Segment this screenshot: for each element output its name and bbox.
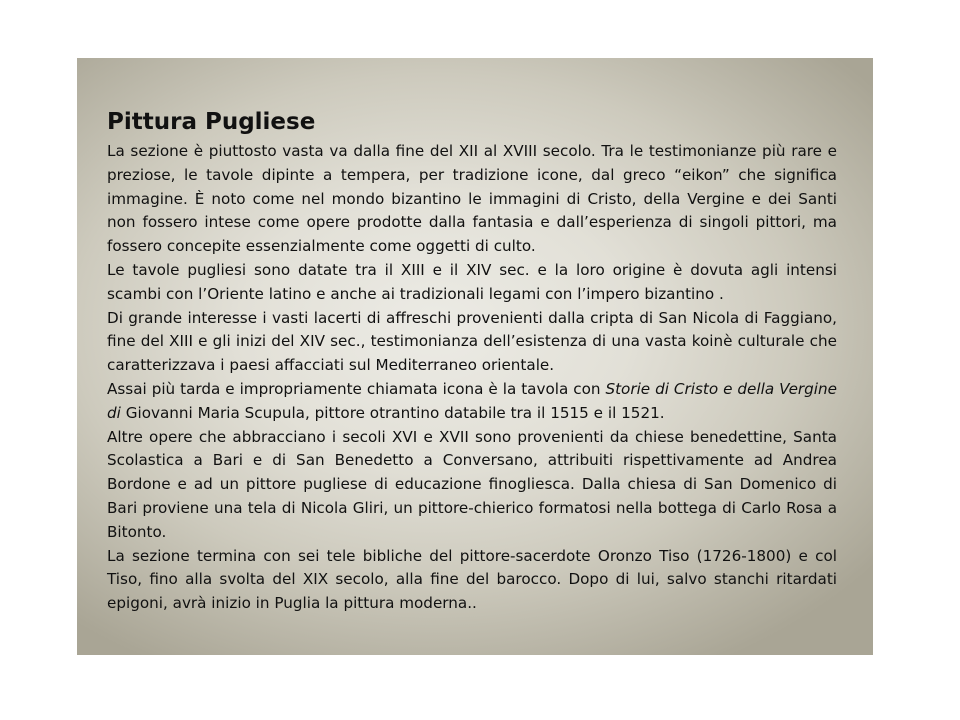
paragraph-4: [107, 378, 837, 426]
text-panel: [77, 58, 873, 655]
paragraph-4-after: Giovanni Maria Scupula, pittore otrantino databile tra il 1515 e il 1521.: [120, 403, 665, 422]
paragraph-1: La sezione è piuttosto vasta va dalla fine del XII al XVIII secolo. Tra le testimonianze più rare e preziose, le tavole dipinte a tempera, per tradizione icone, dal greco “eikon” che significa immagine. È noto come nel mondo bizantino le immagini di Cristo, della Vergine e dei Santi non fossero intese come opere prodotte dalla fantasia e dall’esperienza di singoli pittori, ma fossero concepite essenzialmente come oggetti di culto.: [107, 142, 837, 256]
page-title: Pittura Pugliese: [107, 109, 316, 135]
text-content: [107, 108, 837, 616]
paragraph-5: Altre opere che abbracciano i secoli XVI e XVII sono provenienti da chiese benedettine, Santa Scolastica a Bari e di San Benedetto a Conversano, attribuiti rispettivamente ad Andrea Bordone e ad un pittore pugliese di educazione finogliesca. Dalla chiesa di San Domenico di Bari proviene una tela di Nicola Gliri, un pittore-chierico formatosi nella bottega di Carlo Rosa a Bitonto.: [107, 427, 837, 541]
artwork-title: Storie di Cristo e della Vergine di: [107, 379, 837, 422]
paragraph-2: Le tavole pugliesi sono datate tra il XIII e il XIV sec. e la loro origine è dovuta agli intensi scambi con l’Oriente latino e anche ai tradizionali legami con l’impero bizantino .: [107, 260, 837, 303]
paragraph-3: Di grande interesse i vasti lacerti di affreschi provenienti dalla cripta di San Nicola di Faggiano, fine del XIII e gli inizi del XIV sec., testimonianza dell’esistenza di una vasta koinè culturale che caratterizzava i paesi affacciati sul Mediterraneo orientale.: [107, 308, 837, 375]
paragraph-6: La sezione termina con sei tele bibliche del pittore-sacerdote Oronzo Tiso (1726-1800) e col Tiso, fino alla svolta del XIX secolo, alla fine del barocco. Dopo di lui, salvo stanchi ritardati epigoni, avrà inizio in Puglia la pittura moderna..: [107, 546, 837, 613]
paragraph-4-before: Assai più tarda e impropriamente chiamata icona è la tavola con: [107, 379, 606, 398]
